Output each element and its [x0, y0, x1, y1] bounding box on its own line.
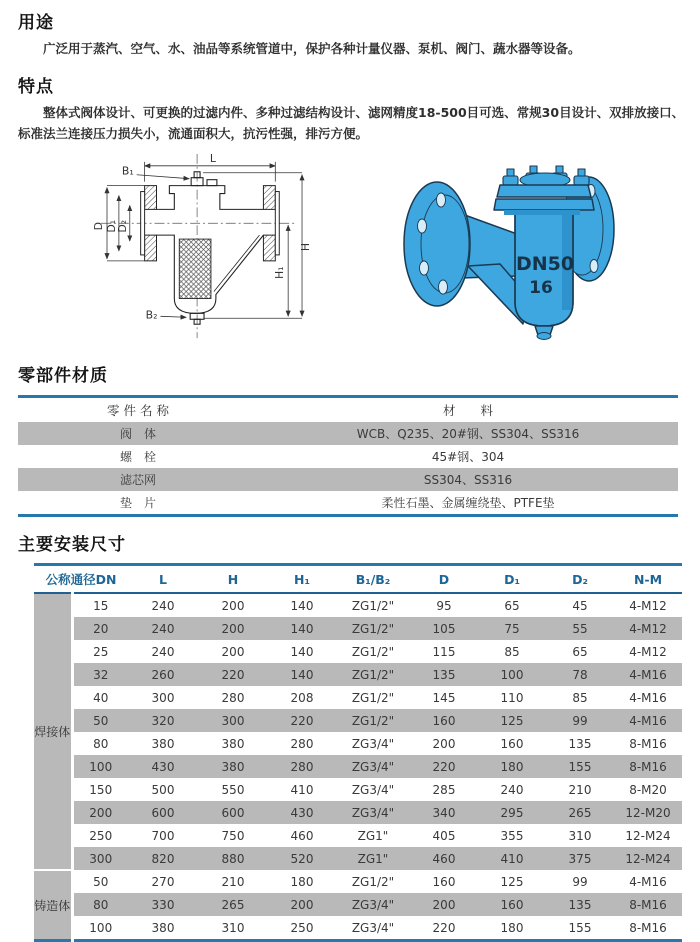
dimension-cell: 115: [432, 644, 456, 659]
dimension-cell: 4-M12: [629, 621, 667, 636]
dimension-cell: 140: [290, 621, 314, 636]
usage-heading: 用途: [18, 13, 54, 33]
part-name-cell: 滤芯网: [119, 473, 156, 487]
dimension-cell: 200: [432, 736, 456, 751]
dimension-row: [34, 916, 682, 941]
dimension-cell: 8-M16: [629, 897, 667, 912]
dimension-cell: 750: [221, 828, 245, 843]
dimension-cell: 405: [432, 828, 456, 843]
dimension-cell: 200: [221, 598, 245, 613]
dimension-row: [34, 801, 682, 824]
dimension-cell: 208: [290, 690, 314, 705]
dimension-cell: 32: [93, 667, 109, 682]
dimension-cell: 65: [504, 598, 520, 613]
dimension-cell: ZG1": [357, 851, 389, 866]
dimension-cell: 410: [290, 782, 314, 797]
cover-plate-upper: [497, 185, 591, 197]
dimension-cell: ZG1/2": [351, 598, 395, 613]
dimension-row: [34, 778, 682, 801]
dimension-cell: 8-M16: [629, 736, 667, 751]
dimensions-header-row: [34, 565, 682, 594]
dimension-cell: 340: [432, 805, 456, 820]
dimension-cell: 300: [151, 690, 175, 705]
dimensions-table: [34, 563, 682, 942]
part-name-cell: 螺 栓: [119, 450, 156, 464]
dimension-cell: 12-M24: [625, 851, 671, 866]
dimension-cell: 355: [500, 828, 524, 843]
dimension-cell: 160: [432, 874, 456, 889]
part-name-cell: 阀 体: [119, 427, 156, 441]
dim-header-cell: H: [198, 565, 268, 594]
dim-label-b2: B₂: [145, 308, 158, 322]
dimension-cell: 50: [93, 713, 109, 728]
materials-table-body: [18, 422, 678, 516]
dimension-cell: 200: [89, 805, 113, 820]
dimension-cell: ZG3/4": [351, 920, 395, 935]
dim-header-cell: D₂: [546, 565, 614, 594]
dimension-cell: 160: [432, 713, 456, 728]
dimension-cell: 8-M20: [629, 782, 667, 797]
material-cell: SS304、SS316: [423, 473, 513, 487]
dimension-cell: 550: [221, 782, 245, 797]
dim-header-cell: 公称通径DN: [34, 565, 128, 594]
dimension-cell: 280: [221, 690, 245, 705]
dimension-cell: 180: [500, 920, 524, 935]
dimension-cell: 300: [89, 851, 113, 866]
dimension-cell: 240: [500, 782, 524, 797]
dimension-cell: 45: [572, 598, 588, 613]
dimension-row: [34, 709, 682, 732]
dimension-cell: ZG3/4": [351, 782, 395, 797]
dimension-cell: 270: [151, 874, 175, 889]
dimension-cell: ZG3/4": [351, 897, 395, 912]
dimension-cell: 220: [432, 920, 456, 935]
dimension-cell: 110: [500, 690, 524, 705]
dimension-cell: ZG1/2": [351, 874, 395, 889]
dimension-cell: 85: [504, 644, 520, 659]
dimension-cell: 135: [432, 667, 456, 682]
dimension-cell: 100: [89, 920, 113, 935]
part-name-header: 零 件 名 称: [107, 403, 169, 418]
dimension-cell: 4-M16: [629, 690, 667, 705]
dim-label-d2: D₂: [115, 219, 129, 233]
dimension-cell: 410: [500, 851, 524, 866]
dimension-row: [34, 617, 682, 640]
dim-label-l: L: [209, 151, 216, 165]
dimension-cell: 20: [93, 621, 109, 636]
dimension-cell: 12-M24: [625, 828, 671, 843]
dimension-cell: ZG1/2": [351, 621, 395, 636]
dimension-cell: 50: [93, 874, 109, 889]
figure-row: [0, 148, 700, 348]
dimension-cell: 78: [572, 667, 588, 682]
dimension-row: [34, 663, 682, 686]
dimension-cell: 240: [151, 644, 175, 659]
dimension-cell: 105: [432, 621, 456, 636]
dimension-cell: 155: [568, 920, 592, 935]
dimension-cell: 125: [500, 713, 524, 728]
dim-label-h1: H₁: [273, 266, 287, 280]
dimension-cell: 880: [221, 851, 245, 866]
dimension-cell: 4-M12: [629, 598, 667, 613]
material-cell: 柔性石墨、金属缠绕垫、PTFE垫: [381, 496, 555, 510]
dimension-cell: 4-M16: [629, 874, 667, 889]
dimension-cell: 460: [432, 851, 456, 866]
dimension-row: [34, 640, 682, 663]
materials-row: [18, 491, 678, 516]
dim-header-cell: D₁: [478, 565, 546, 594]
dimension-row: [34, 870, 682, 893]
dimension-cell: 380: [151, 920, 175, 935]
dimension-cell: 125: [500, 874, 524, 889]
dimension-cell: 380: [221, 759, 245, 774]
dimension-row: [34, 686, 682, 709]
dimension-cell: 310: [568, 828, 592, 843]
dimension-cell: 210: [568, 782, 592, 797]
dimension-cell: 135: [568, 897, 592, 912]
dimension-cell: 135: [568, 736, 592, 751]
dimension-row: [34, 732, 682, 755]
dimension-cell: ZG3/4": [351, 759, 395, 774]
part-name-cell: 垫 片: [119, 496, 156, 510]
material-header: 材 料: [442, 403, 493, 418]
dimension-cell: 310: [221, 920, 245, 935]
dimension-cell: 460: [290, 828, 314, 843]
features-paragraph: 整体式阀体设计、可更换的过滤内件、多种过滤结构设计、滤网精度18-500目可选、常规30目设计、双排放接口、标准法兰连接压力损失小，流通面积大，抗污性强，排污方便。: [18, 105, 685, 141]
materials-header-row: [18, 397, 678, 423]
dimension-cell: 160: [500, 736, 524, 751]
dimension-cell: 200: [221, 644, 245, 659]
body-type-group-cell: 焊接体: [34, 593, 72, 870]
dimension-cell: ZG1": [357, 828, 389, 843]
dimension-cell: 250: [290, 920, 314, 935]
dimension-cell: 180: [500, 759, 524, 774]
dimension-row: [34, 593, 682, 617]
dimension-cell: 55: [572, 621, 588, 636]
dimension-cell: ZG1/2": [351, 667, 395, 682]
dimension-cell: 160: [500, 897, 524, 912]
dim-header-cell: H₁: [268, 565, 336, 594]
material-cell: WCB、Q235、20#钢、SS304、SS316: [356, 427, 580, 441]
dimension-cell: 700: [151, 828, 175, 843]
valve-photo-illustration: [392, 154, 647, 342]
dimension-row: [34, 893, 682, 916]
dimension-cell: 380: [221, 736, 245, 751]
dimension-cell: 140: [290, 667, 314, 682]
dimension-cell: 240: [151, 598, 175, 613]
dimension-cell: 99: [572, 713, 588, 728]
materials-row: [18, 422, 678, 445]
dimension-cell: 330: [151, 897, 175, 912]
dimension-cell: 430: [151, 759, 175, 774]
dimension-cell: 200: [432, 897, 456, 912]
dimension-cell: 140: [290, 644, 314, 659]
dimension-cell: 145: [432, 690, 456, 705]
dimension-cell: 200: [290, 897, 314, 912]
dimensions-table-body: [34, 593, 682, 941]
dimension-cell: 380: [151, 736, 175, 751]
usage-paragraph: 广泛用于蒸汽、空气、水、油品等系统管道中，保护各种计量仪器、泵机、阀门、蔬水器等设备。: [43, 41, 581, 56]
features-heading: 特点: [18, 77, 54, 97]
valve-pn-label: 16: [529, 278, 553, 298]
dimension-cell: 12-M20: [625, 805, 671, 820]
left-flange: [141, 186, 157, 261]
dimension-cell: 4-M12: [629, 644, 667, 659]
dim-label-d1: D₁: [104, 219, 118, 233]
dim-label-d: D: [92, 222, 106, 231]
dimension-cell: 300: [221, 713, 245, 728]
dim-label-h: H: [298, 242, 312, 252]
dimension-cell: ZG1/2": [351, 713, 395, 728]
dim-header-cell: D: [410, 565, 478, 594]
dimension-cell: 600: [221, 805, 245, 820]
dimension-cell: 150: [89, 782, 113, 797]
dimension-cell: ZG1/2": [351, 644, 395, 659]
dimension-cell: 210: [221, 874, 245, 889]
dimension-row: [34, 847, 682, 870]
materials-heading: 零部件材质: [18, 366, 108, 386]
dimension-row: [34, 755, 682, 778]
dimension-cell: 140: [290, 598, 314, 613]
dimension-cell: 285: [432, 782, 456, 797]
dim-label-b1: B₁: [121, 164, 134, 178]
dimension-cell: 100: [500, 667, 524, 682]
dimension-cell: 85: [572, 690, 588, 705]
dimension-cell: 295: [500, 805, 524, 820]
strainer-section-drawing: [56, 148, 356, 346]
dimension-cell: ZG3/4": [351, 736, 395, 751]
dimension-cell: 99: [572, 874, 588, 889]
dimension-cell: 280: [290, 759, 314, 774]
dimension-cell: 200: [221, 621, 245, 636]
dimension-cell: 15: [93, 598, 109, 613]
dimension-cell: 180: [290, 874, 314, 889]
dimension-cell: 220: [290, 713, 314, 728]
dim-header-cell: B₁/B₂: [336, 565, 410, 594]
material-cell: 45#钢、304: [431, 450, 505, 464]
dimension-cell: 155: [568, 759, 592, 774]
dimension-cell: 220: [432, 759, 456, 774]
dimension-cell: 8-M16: [629, 920, 667, 935]
dimension-cell: 280: [290, 736, 314, 751]
dimension-cell: ZG1/2": [351, 690, 395, 705]
dim-header-cell: N-M: [614, 565, 682, 594]
dimension-cell: 4-M16: [629, 667, 667, 682]
dimension-cell: 265: [221, 897, 245, 912]
cover-plate-lower: [494, 199, 594, 210]
dimension-cell: 250: [89, 828, 113, 843]
dimension-cell: 75: [504, 621, 520, 636]
dimension-row: [34, 824, 682, 847]
dimension-cell: 600: [151, 805, 175, 820]
dimension-cell: 265: [568, 805, 592, 820]
dimension-cell: 260: [151, 667, 175, 682]
dimension-cell: 40: [93, 690, 109, 705]
dimension-cell: 430: [290, 805, 314, 820]
materials-row: [18, 468, 678, 491]
dim-header-cell: L: [128, 565, 198, 594]
dimension-cell: 25: [93, 644, 109, 659]
dimension-cell: 65: [572, 644, 588, 659]
materials-table: [18, 395, 678, 517]
dimension-cell: 95: [436, 598, 452, 613]
dimension-cell: 220: [221, 667, 245, 682]
dimension-cell: 80: [93, 736, 109, 751]
dimension-cell: 8-M16: [629, 759, 667, 774]
dimension-cell: ZG3/4": [351, 805, 395, 820]
materials-row: [18, 445, 678, 468]
dimension-cell: 520: [290, 851, 314, 866]
dimension-cell: 320: [151, 713, 175, 728]
filter-screen: [179, 239, 211, 298]
dimension-cell: 375: [568, 851, 592, 866]
valve-dn-label: DN50: [515, 253, 575, 275]
dimensions-heading: 主要安装尺寸: [18, 535, 126, 555]
dimension-cell: 240: [151, 621, 175, 636]
body-type-group-cell: 铸造体: [34, 870, 72, 941]
dimension-cell: 500: [151, 782, 175, 797]
dimension-cell: 80: [93, 897, 109, 912]
dimension-cell: 4-M16: [629, 713, 667, 728]
dimension-cell: 100: [89, 759, 113, 774]
dimension-cell: 820: [151, 851, 175, 866]
